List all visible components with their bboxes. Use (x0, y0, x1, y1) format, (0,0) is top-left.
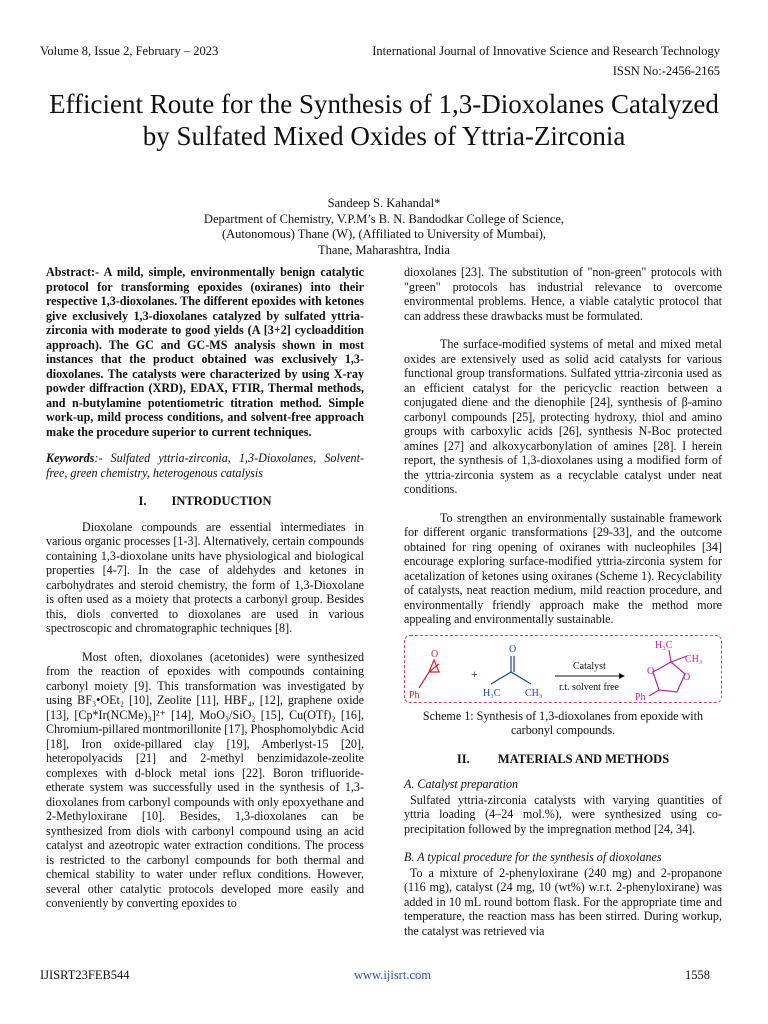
product-h3c: H₃C (655, 639, 673, 651)
paragraph: dioxolanes [23]. The substitution of "non-green" protocols with "green" protocols has industrial relevance to overcome environmental problems. Hence, a viable catalytic protocol that can address these drawbacks must be formulated. (404, 265, 722, 323)
epoxide-bond (419, 664, 439, 688)
product-ch3: CH₃ (685, 653, 703, 665)
footer-website-link[interactable]: www.ijisrt.com (354, 968, 431, 982)
paragraph: To a mixture of 2-phenyloxirane (240 mg) and 2-propanone (116 mg), catalyst (24 mg, 10 (wt%) w.r.t. 2-phenyloxirane) was added in 10 mL round bottom flask. For the appropriate time and temperature, the reaction mass has been stirred. During workup, the catalyst was retrieved via (404, 865, 722, 938)
paragraph: Sulfated yttria-zirconia catalysts with varying quantities of yttria loading (4–24 mol.%), were synthesized using co-precipitation followed by the impregnation method [24, 34]. (404, 792, 722, 836)
author-name: Sandeep S. Kahandal* (327, 196, 441, 210)
keywords (46, 451, 364, 480)
paragraph: To strengthen an environmentally sustainable framework for different organic transformations [29-33], and the outcome obtained for ring opening of oxiranes with nucleophiles [34] encourage exploring surface-modified yttria-zirconia system for acetalization of ketones using oxiranes (Scheme 1). Recyclability of catalysts, neat reaction medium, mild reaction procedure, and environmentally friendly approach make the method more appealing and environmentally sustainable. (404, 510, 722, 626)
section-title: INTRODUCTION (171, 494, 272, 508)
reaction-scheme-svg (405, 636, 721, 702)
section-heading-introduction (46, 494, 364, 509)
paper-title: Efficient Route for the Synthesis of 1,3-Dioxolanes Catalyzed by Sulfated Mixed Oxides of Yttria-Zirconia (49, 89, 719, 151)
scheme-caption: Scheme 1: Synthesis of 1,3-dioxolanes from epoxide with carbonyl compounds. (422, 708, 704, 737)
section-title: MATERIALS AND METHODS (497, 751, 670, 766)
dioxolane-ring (653, 662, 685, 692)
epoxide-oxygen: O (431, 648, 439, 660)
right-column (404, 265, 722, 952)
ketone-h3c: H₃C (483, 687, 501, 699)
left-column (46, 265, 364, 925)
catalyst-label: Catalyst (573, 660, 606, 672)
subsection-title: B. A typical procedure for the synthesis of dioxolanes (404, 850, 662, 864)
product-oxygen-2: O (683, 671, 691, 683)
product-bond-h3c (669, 650, 671, 662)
product-bond-ph (649, 690, 659, 696)
header-journal: International Journal of Innovative Science and Research Technology (372, 44, 720, 58)
paragraph: The surface-modified systems of metal and mixed metal oxides are extensively used as solid acid catalysts for various functional group transformations. Sulfated yttria-zirconia used as an efficient catalyst for the pericyclic reaction between a conjugated diene and the dienophile [24], synthesis of β-amino carbonyl compounds [25], protecting hydroxy, thiol and amino groups with carboxylic acids [26], synthesis N-Boc protected amines [27] and alkoxycarbonylation of amines [28]. I herein report, the synthesis of 1,3-dioxolanes using a modified form of the yttria-zirconia system as a recyclable catalyst under neat conditions. (404, 337, 722, 496)
section-number: I. (138, 494, 147, 508)
ketone-ch3: CH₃ (525, 687, 543, 699)
footer-id: IJISRT23FEB544 (40, 968, 130, 982)
affiliation-line: Department of Chemistry, V.P.M’s B. N. Bandodkar College of Science, (203, 211, 565, 226)
ketone-bonds (491, 672, 531, 684)
page-number: 1558 (685, 968, 710, 982)
ketone-oxygen: O (509, 643, 517, 655)
header-issn: ISSN No:-2456-2165 (612, 64, 720, 78)
author-block (120, 196, 648, 258)
section-heading-methods (404, 752, 722, 767)
abstract-text: A mild, simple, environmentally benign catalytic protocol for transforming epoxides (oxiranes) into their respective 1,3-dioxolanes. The different epoxides with ketones give exclusively 1,3-dioxolanes catalyzed by sulfated yttria-zirconia with moderate to good yields (A [3+2] cycloaddition approach). The GC and GC-MS analysis shown in most instances that the product obtained was exclusively 1,3-dioxolanes. The catalysts were characterized by using X-ray powder diffraction (XRD), EDAX, FTIR, Thermal methods, and n-butylamine potentiometric titration method. Simple work-up, mild process conditions, and solvent-free approach make the procedure superior to current techniques. (46, 265, 364, 439)
affiliation-line: (Autonomous) Thane (W), (Affiliated to University of Mumbai), (221, 227, 547, 241)
paragraph: Dioxolane compounds are essential intermediates in various organic processes [1-3]. Alternatively, certain compounds containing 1,3-dioxolane units have physiological and biological properties [4-7]. In the case of aldehydes and ketones in carbohydrates and steroid chemistry, the form of 1,3-Dioxolane is often used as a moiety that protects a carbonyl group. Besides this, diols converted to dioxolanes are used in various spectroscopic and chromatographic techniques [8]. (46, 519, 364, 635)
paragraph: Most often, dioxolanes (acetonides) were synthesized from the reaction of epoxides with compounds containing carbonyl moiety [9]. This transformation was investigated by using BF₃•OEt₂ [10], Zeolite [11], HBF₄, [12], graphene oxide [13], [Cp*Ir(NCMe)₃]²⁺ [14], MoO₃/SiO₂ [15], Cu(OTf)₂ [16], Chromium-pillared montmorillonite [17], Phosphomolybdic Acid [18], Iron oxide-pillared clay [19], Amberlyst-15 [20], heteropolyacids [21] and 2-methyl benzimidazole-zeolite complexes with d-block metal ions [22]. Boron trifluoride-etherate system was successfully used in the synthesis of 1,3-dioxolanes from carbonyl compounds with only epoxyethane and 2-Methyloxirane [10]. Besides, 1,3-dioxolanes can be synthesized from diols with carbonyl compound using an acid catalyst and azeotropic water extraction conditions. The process is restricted to the carbonyl compounds for both thermal and chemical stability to water under reflux conditions. However, several other catalytic protocols developed more easily and conveniently by converting epoxides to (46, 649, 364, 910)
keywords-text: :- Sulfated yttria-zirconia, 1,3-Dioxolanes, Solvent-free, green chemistry, heterogenous catalysis (46, 451, 364, 480)
subsection-title: A. Catalyst preparation (404, 777, 519, 791)
header-volume: Volume 8, Issue 2, February – 2023 (40, 44, 219, 58)
keywords-label: Keywords (46, 451, 95, 465)
affiliation-line: Thane, Maharashtra, India (318, 242, 450, 257)
product-oxygen-1: O (647, 665, 655, 677)
abstract-label: Abstract:- (46, 265, 100, 279)
abstract (46, 265, 364, 439)
scheme-figure (404, 635, 722, 703)
product-phenyl: Ph (635, 691, 646, 702)
phenyl-label: Ph (409, 689, 420, 701)
plus-sign: + (471, 666, 478, 681)
conditions-label: r.t. solvent free (559, 681, 619, 693)
arrow-head (619, 673, 625, 679)
section-number: II. (456, 751, 470, 766)
